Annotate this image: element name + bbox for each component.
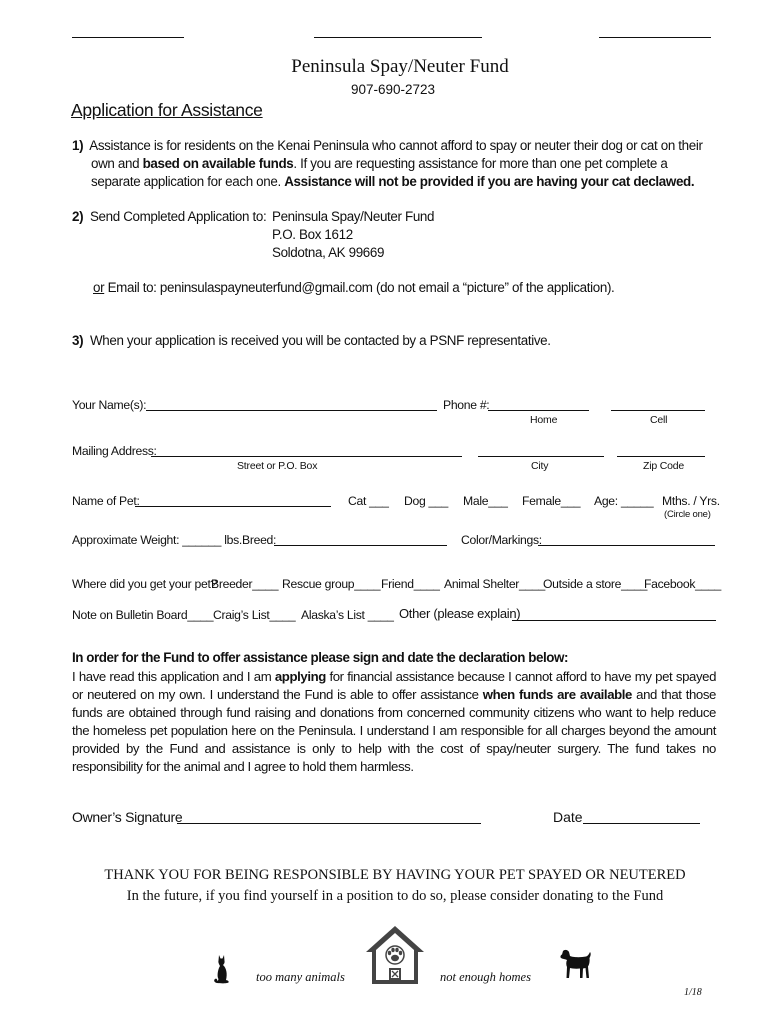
declaration-heading: In order for the Fund to offer assistance please sign and date the declaration below: (72, 650, 568, 665)
date-label: Date (553, 809, 583, 825)
mths-yrs-option[interactable]: Mths. / Yrs. (662, 494, 720, 508)
male-option[interactable]: Male___ (463, 494, 508, 508)
email-line (93, 280, 614, 295)
city-caption: City (531, 460, 549, 472)
org-phone: 907-690-2723 (350, 82, 436, 97)
bulletin-option[interactable]: Note on Bulletin Board____ (72, 608, 214, 622)
declaration-text (72, 668, 716, 776)
breeder-option[interactable]: Breeder____ (211, 577, 279, 591)
street-caption: Street or P.O. Box (237, 460, 318, 472)
names-label: Your Name(s): (72, 398, 147, 412)
item1-num: 1) (72, 138, 84, 153)
item2-num: 2) (72, 209, 84, 224)
mailing-address-block (272, 208, 434, 262)
decl-part-1: I have read this application and I am (72, 669, 275, 684)
addr-line-2: P.O. Box 1612 (272, 227, 353, 242)
or-text: or (93, 280, 105, 295)
shelter-option[interactable]: Animal Shelter____ (444, 577, 545, 591)
names-input[interactable] (146, 410, 437, 411)
craigs-option[interactable]: Craig’s List____ (213, 608, 296, 622)
email-text[interactable]: Email to: peninsulaspayneuterfund@gmail.com (do not email a “picture” of the application). (104, 280, 615, 295)
item1-bold-funds: based on available funds (142, 156, 294, 171)
donate-line: In the future, if you find yourself in a position to do so, please consider donating to the Fund (126, 888, 664, 904)
cat-icon (212, 954, 230, 984)
other-label: Other (please explain) (399, 606, 521, 621)
decl-bold-applying: applying (274, 669, 326, 684)
not-enough-homes-text: not enough homes (440, 970, 531, 984)
too-many-animals-text: too many animals (256, 970, 345, 984)
date-input[interactable] (583, 823, 700, 824)
top-center-blank (314, 37, 482, 38)
item1-bold-declaw: Assistance will not be provided if you are having your cat declawed. (284, 174, 695, 189)
zip-input[interactable] (617, 456, 705, 457)
weight-field[interactable]: Approximate Weight: ______ lbs. (72, 533, 243, 547)
decl-part-3: and that those funds are obtained through fund raising and donations from concerned community citizens who want to help reduce the homeless pet population here on the Peninsula. I understand I am responsible for all charges beyond the amount provided by the Fund and assistance is only to help with the cost of spay/neuter surgery. The fund takes no responsibility for the animal and I agree to hold them harmless. (72, 687, 716, 774)
form-title: Application for Assistance (71, 100, 263, 120)
decl-part-2: for financial assistance because I cannot afford to have my pet spayed or neutered on my own. I understand the Fund is able to offer assistance (72, 669, 717, 702)
other-input[interactable] (512, 620, 716, 621)
pet-name-label: Name of Pet: (72, 494, 140, 508)
item2 (72, 208, 266, 226)
cat-option[interactable]: Cat ___ (348, 494, 389, 508)
source-label: Where did you get your pet? (72, 577, 218, 591)
rescue-option[interactable]: Rescue group____ (282, 577, 381, 591)
item3-num: 3) (72, 333, 84, 348)
item1 (72, 137, 703, 191)
circle-one-caption: (Circle one) (664, 509, 711, 520)
signature-input[interactable] (177, 823, 481, 824)
home-caption: Home (530, 414, 558, 426)
item1-line-b3: . If you are requesting assistance for more than one pet complete a (293, 156, 668, 171)
page-number: 1/18 (684, 987, 702, 998)
mailing-label: Mailing Address: (72, 444, 157, 458)
signature-label: Owner’s Signature (72, 809, 183, 825)
house-paw-logo-icon (364, 924, 426, 986)
breed-input[interactable] (274, 545, 447, 546)
item3-text: When your application is received you will be contacted by a PSNF representative. (89, 333, 551, 348)
top-left-blank (72, 37, 184, 38)
female-option[interactable]: Female___ (522, 494, 581, 508)
addr-line-3: Soldotna, AK 99669 (272, 245, 385, 260)
org-title: Peninsula Spay/Neuter Fund (291, 56, 509, 77)
store-option[interactable]: Outside a store____ (543, 577, 648, 591)
item1-line-c1: separate application for each one. (91, 174, 285, 189)
cell-phone-input[interactable] (611, 410, 705, 411)
thank-you-line: THANK YOU FOR BEING RESPONSIBLE BY HAVING YOUR PET SPAYED OR NEUTERED (104, 867, 686, 883)
home-phone-input[interactable] (488, 410, 589, 411)
top-right-blank (599, 37, 711, 38)
pet-name-input[interactable] (135, 506, 331, 507)
item1-line-b1: own and (91, 156, 143, 171)
addr-line-1: Peninsula Spay/Neuter Fund (272, 209, 435, 224)
dog-icon (559, 948, 593, 980)
item3 (72, 333, 551, 348)
age-field[interactable]: Age: _____ (594, 494, 654, 508)
color-input[interactable] (538, 545, 715, 546)
cell-caption: Cell (650, 414, 668, 426)
item1-line-a: Assistance is for residents on the Kenai Peninsula who cannot afford to spay or neuter their dog or cat on their (89, 138, 703, 153)
facebook-option[interactable]: Facebook____ (644, 577, 722, 591)
friend-option[interactable]: Friend____ (381, 577, 440, 591)
phone-label: Phone #: (443, 398, 490, 412)
breed-label: Breed: (242, 533, 277, 547)
item2-label: Send Completed Application to: (89, 209, 267, 224)
dog-option[interactable]: Dog ___ (404, 494, 448, 508)
zip-caption: Zip Code (643, 460, 685, 472)
color-label: Color/Markings: (461, 533, 542, 547)
city-input[interactable] (478, 456, 604, 457)
decl-bold-funds: when funds are available (482, 687, 632, 702)
street-input[interactable] (151, 456, 462, 457)
alaskas-option[interactable]: Alaska’s List ____ (301, 608, 394, 622)
